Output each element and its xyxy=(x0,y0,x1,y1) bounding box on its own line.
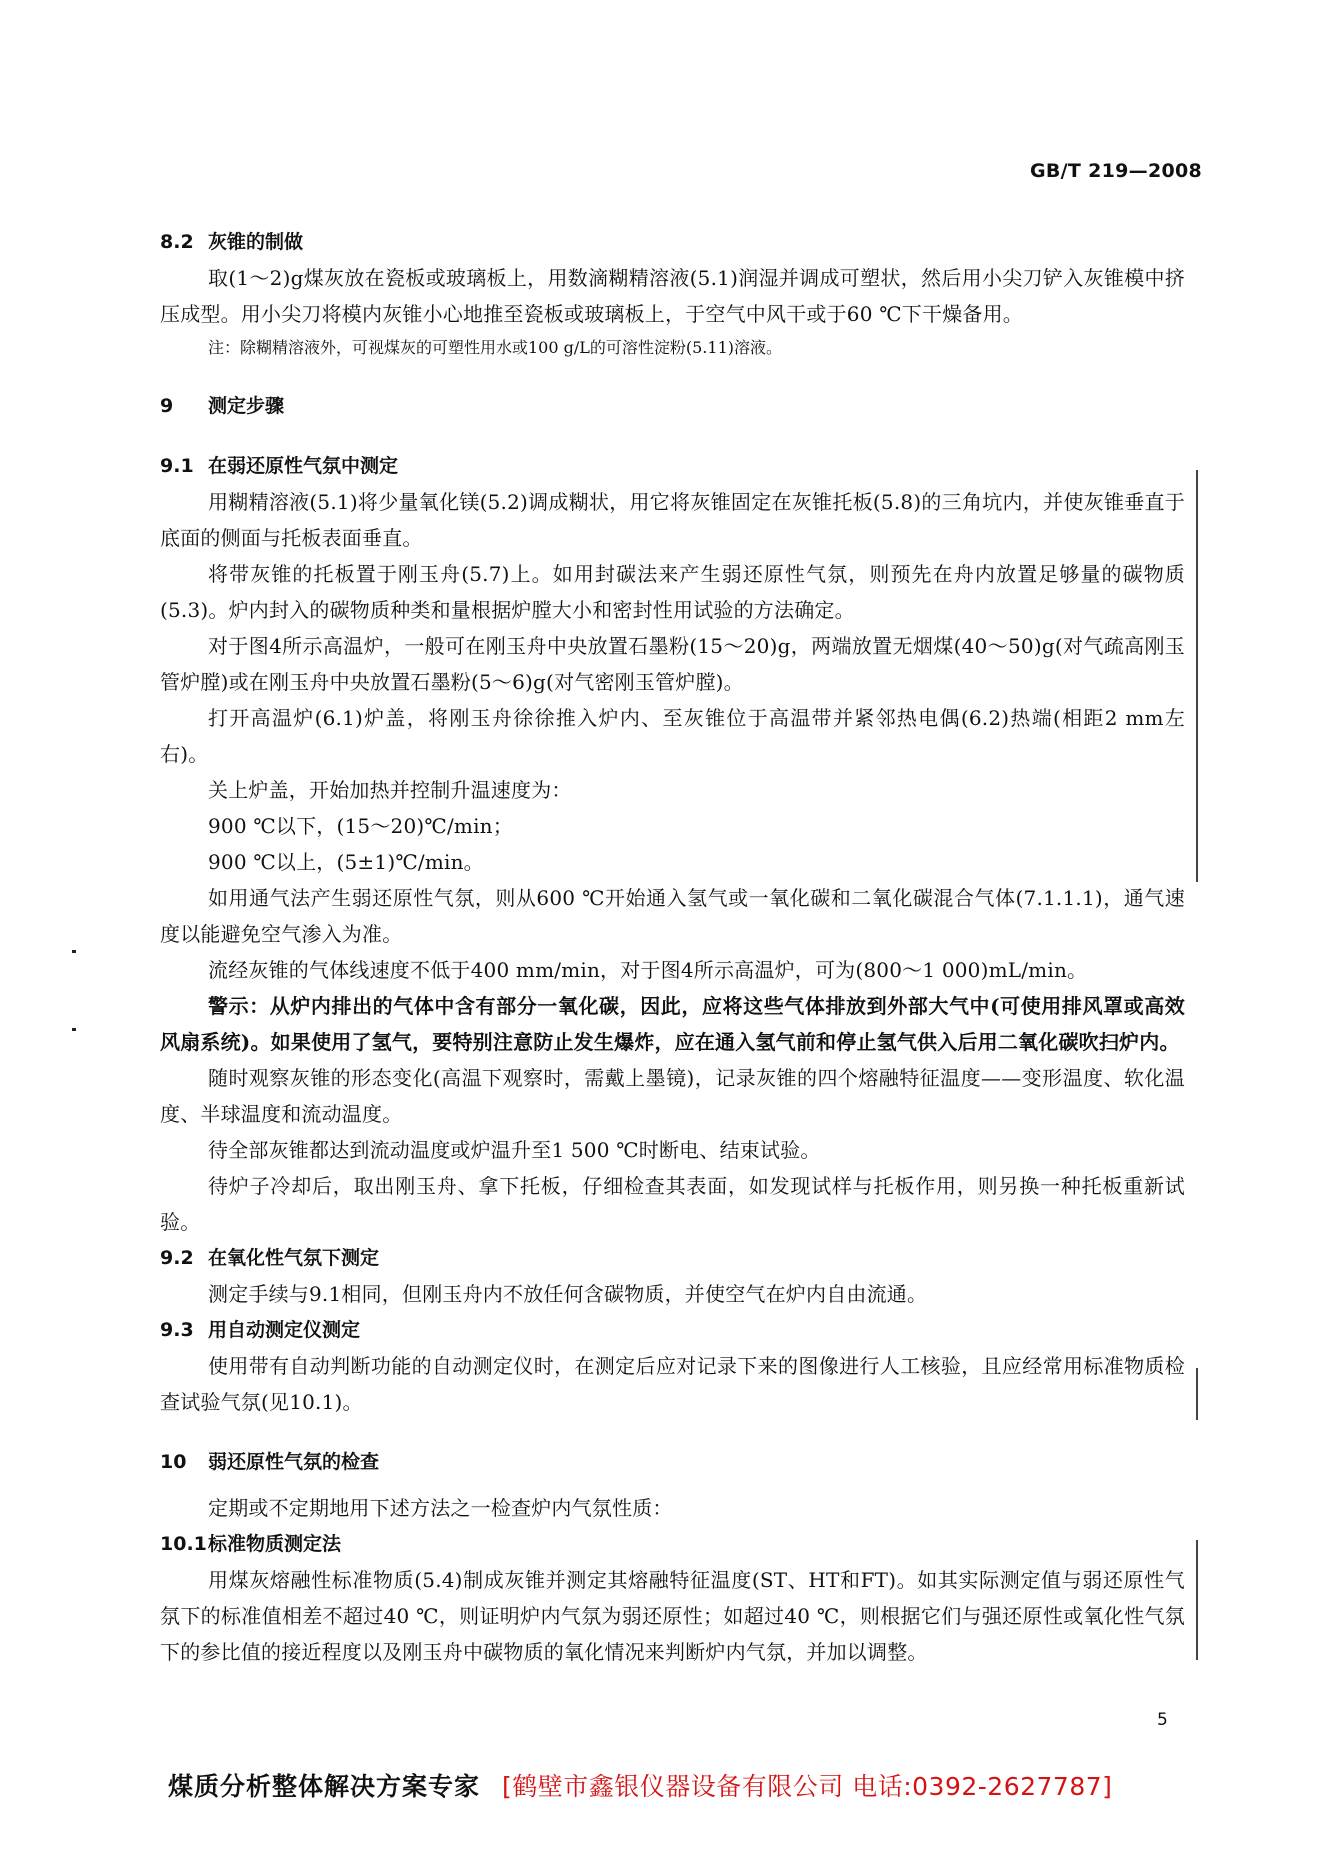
section-heading-9 xyxy=(160,388,1185,424)
section-heading-9-1 xyxy=(160,448,1185,484)
section-number: 9.1 xyxy=(160,455,194,477)
paragraph: 使用带有自动判断功能的自动测定仪时，在测定后应对记录下来的图像进行人工核验，且应经常用标准物质检查试验气氛(见10.1)。 xyxy=(160,1354,1185,1414)
revision-bar xyxy=(1196,1540,1198,1660)
section-title: 用自动测定仪测定 xyxy=(208,1319,361,1341)
paragraph: 待炉子冷却后，取出刚玉舟、拿下托板，仔细检查其表面，如发现试样与托板作用，则另换一种托板重新试验。 xyxy=(160,1174,1185,1234)
section-number: 10.1 xyxy=(160,1533,207,1555)
note: 注：除糊精溶液外，可视煤灰的可塑性用水或100 g/L的可溶性淀粉(5.11)溶液。 xyxy=(208,338,782,357)
paragraph: 关上炉盖，开始加热并控制升温速度为： xyxy=(208,778,572,802)
section-number: 9.2 xyxy=(160,1247,194,1269)
section-number: 9 xyxy=(160,395,174,417)
paragraph: 如用通气法产生弱还原性气氛，则从600 ℃开始通入氢气或一氧化碳和二氧化碳混合气体(7.1.1.1)，通气速度以能避免空气渗入为准。 xyxy=(160,886,1185,946)
section-number: 10 xyxy=(160,1451,187,1473)
paragraph: 用糊精溶液(5.1)将少量氧化镁(5.2)调成糊状，用它将灰锥固定在灰锥托板(5.8)的三角坑内，并使灰锥垂直于底面的侧面与托板表面垂直。 xyxy=(160,490,1185,550)
paragraph: 随时观察灰锥的形态变化(高温下观察时，需戴上墨镜)，记录灰锥的四个熔融特征温度——变形温度、软化温度、半球温度和流动温度。 xyxy=(160,1066,1185,1126)
paragraph: 待全部灰锥都达到流动温度或炉温升至1 500 ℃时断电、结束试验。 xyxy=(208,1138,821,1162)
paragraph: 900 ℃以下，(15～20)℃/min； xyxy=(208,814,513,838)
section-heading-10 xyxy=(160,1444,1185,1480)
section-number: 9.3 xyxy=(160,1319,194,1341)
section-title: 测定步骤 xyxy=(208,395,285,417)
paragraph: 将带灰锥的托板置于刚玉舟(5.7)上。如用封碳法来产生弱还原性气氛，则预先在舟内放置足够量的碳物质(5.3)。炉内封入的碳物质种类和量根据炉膛大小和密封性用试验的方法确定。 xyxy=(160,562,1185,622)
section-heading-10-1 xyxy=(160,1526,1185,1562)
scan-speck xyxy=(72,1028,76,1031)
section-number: 8.2 xyxy=(160,231,194,253)
footer-company-contact: [鹤壁市鑫银仪器设备有限公司 电话:0392-2627787] xyxy=(502,1772,1113,1801)
paragraph: 定期或不定期地用下述方法之一检查炉内气氛性质： xyxy=(208,1496,673,1520)
footer-slogan: 煤质分析整体解决方案专家 xyxy=(168,1772,481,1801)
revision-bar xyxy=(1196,1368,1198,1420)
paragraph: 取(1～2)g煤灰放在瓷板或玻璃板上，用数滴糊精溶液(5.1)润湿并调成可塑状，然后用小尖刀铲入灰锥模中挤压成型。用小尖刀将模内灰锥小心地推至瓷板或玻璃板上，于空气中风干或于60 ℃下干燥备用。 xyxy=(160,266,1185,326)
document-body xyxy=(160,224,1185,1670)
section-title: 弱还原性气氛的检查 xyxy=(208,1451,380,1473)
section-title: 在氧化性气氛下测定 xyxy=(208,1247,380,1269)
scan-speck xyxy=(72,950,76,953)
standard-code: GB/T 219—2008 xyxy=(1030,160,1203,182)
paragraph: 打开高温炉(6.1)炉盖，将刚玉舟徐徐推入炉内、至灰锥位于高温带并紧邻热电偶(6.2)热端(相距2 mm左右)。 xyxy=(160,706,1185,766)
paragraph: 流经灰锥的气体线速度不低于400 mm/min，对于图4所示高温炉，可为(800～1 000)mL/min。 xyxy=(208,958,1088,982)
section-heading-9-2 xyxy=(160,1240,1185,1276)
paragraph: 用煤灰熔融性标准物质(5.4)制成灰锥并测定其熔融特征温度(ST、HT和FT)。如其实际测定值与弱还原性气氛下的标准值相差不超过40 ℃，则证明炉内气氛为弱还原性；如超过40 ℃，则根据它们与强还原性或氧化性气氛下的参比值的接近程度以及刚玉舟中碳物质的氧化情况来判断炉内气氛，并加以调整。 xyxy=(160,1568,1185,1664)
section-heading-9-3 xyxy=(160,1312,1185,1348)
paragraph: 900 ℃以上，(5±1)℃/min。 xyxy=(208,850,484,874)
revision-bar xyxy=(1196,470,1198,882)
page-number: 5 xyxy=(1157,1710,1168,1730)
paragraph: 对于图4所示高温炉，一般可在刚玉舟中央放置石墨粉(15～20)g，两端放置无烟煤(40～50)g(对气疏高刚玉管炉膛)或在刚玉舟中央放置石墨粉(5～6)g(对气密刚玉管炉膛)。 xyxy=(160,634,1185,694)
section-title: 灰锥的制做 xyxy=(208,231,304,253)
section-title: 标准物质测定法 xyxy=(208,1533,342,1555)
paragraph: 测定手续与9.1相同，但刚玉舟内不放任何含碳物质，并使空气在炉内自由流通。 xyxy=(208,1282,928,1306)
section-heading-8-2 xyxy=(160,224,1185,260)
footer-banner xyxy=(168,1767,1112,1803)
section-title: 在弱还原性气氛中测定 xyxy=(208,455,399,477)
warning-paragraph: 警示：从炉内排出的气体中含有部分一氧化碳，因此，应将这些气体排放到外部大气中(可使用排风罩或高效风扇系统)。如果使用了氢气，要特别注意防止发生爆炸，应在通入氢气前和停止氢气供入后用二氧化碳吹扫炉内。 xyxy=(160,994,1185,1054)
